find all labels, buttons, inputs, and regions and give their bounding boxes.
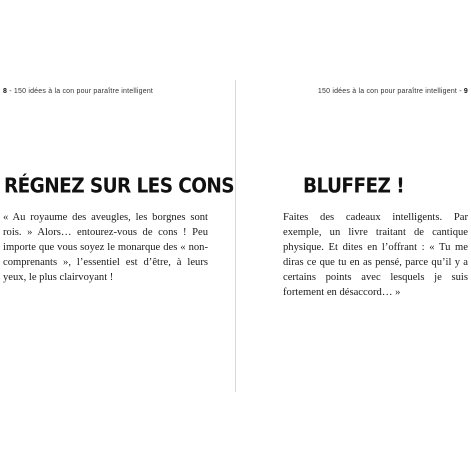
right-page-number: 9 xyxy=(463,88,468,95)
right-running-head-title: 150 idées à la con pour paraître intelligent - xyxy=(317,88,464,95)
right-running-head xyxy=(318,88,468,95)
left-page xyxy=(0,0,235,471)
right-section-heading: BLUFFEZ ! xyxy=(302,174,405,199)
right-body-paragraph: Faites des cadeaux intelligents. Par exemple, un livre traitant de cantique physique. Et dites en l’offrant : « Tu me diras ce que tu en as pensé, parce qu’il y a certains points avec lesquels je suis fortement en désaccord… » xyxy=(283,212,468,298)
right-page xyxy=(236,0,471,471)
left-running-head xyxy=(3,88,153,95)
left-section-heading: RÉGNEZ SUR LES CONS xyxy=(4,174,234,199)
left-body-paragraph: « Au royaume des aveugles, les borgnes sont rois. » Alors… entourez-vous de cons ! Peu importe que vous soyez le monarque des « non-comprenants », l’essentiel est d’être, à leurs yeux, le plus clairvoyant ! xyxy=(3,212,208,283)
left-running-head-title: - 150 idées à la con pour paraître intelligent xyxy=(7,88,154,95)
left-page-number: 8 xyxy=(3,88,8,95)
